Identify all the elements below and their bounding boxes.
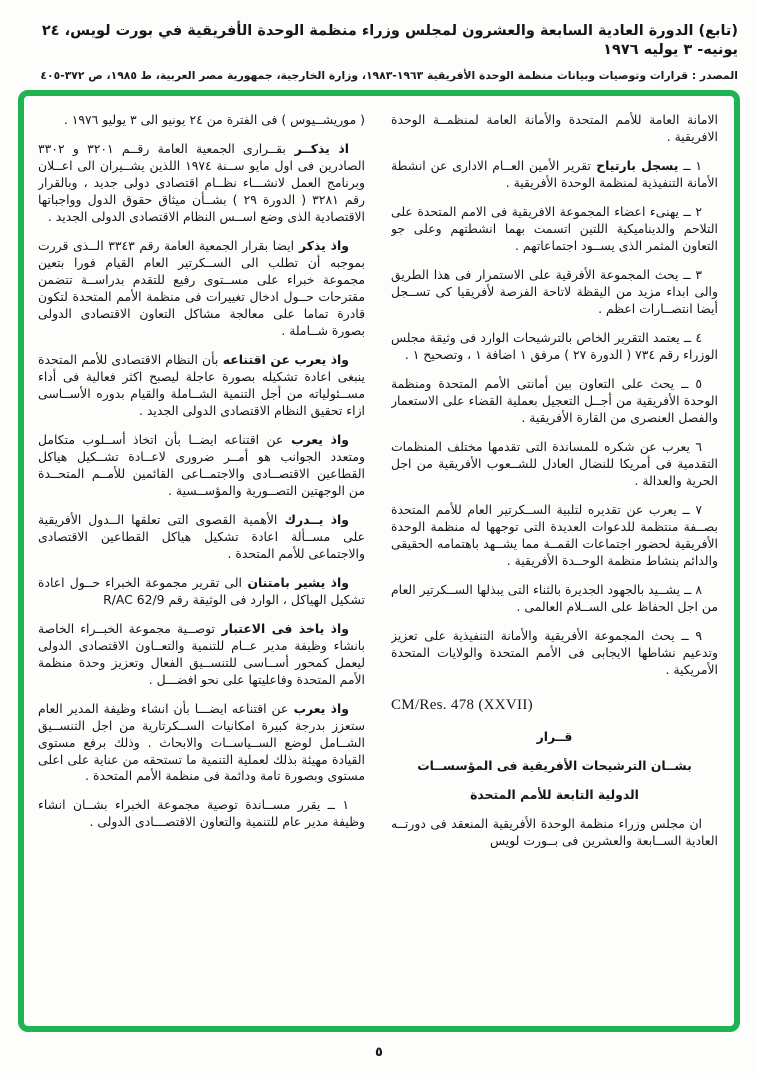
two-column-body bbox=[38, 112, 718, 1018]
paragraph: بشــان الترشيحات الأفريقية فى المؤسســات bbox=[417, 758, 692, 774]
paragraph: ١ ــ يقرر مســاندة توصية مجموعة الخبراء بشــان انشاء وظيفة مدير عام للتنمية والتعاون الاقتصـــادى الدولى . bbox=[38, 797, 365, 830]
page-header bbox=[20, 22, 738, 82]
paragraph: واذ يعربعن اقتناعه ايضــا بأن اتخاذ أســلوب متكامل ومتعدد الجوانب هو أمــر ضرورى لاعــادة تشــكيل هياكل القطاعين الاقتصــادى والاجتمــاعى القائمين للأمــم المتحــدة من الوجهتين التصــورية والمؤســسية . bbox=[38, 431, 365, 498]
paragraph: واذ يعرب عن اقتناعهبأن النظام الاقتصادى للأمم المتحدة ينبغى اعادة تشكيله بصورة عاجلة ليصبح اكثر فعالية فى أداء مســئولياته من أجل التنمية الشــاملة والقيام بدوره الأســاسى ازاء تحقيق النظام الاقتصادى الدولى الجديد . bbox=[38, 351, 365, 418]
paragraph: ١ ــيسجل بارتياحتقرير الأمين العــام الادارى عن انشطة الأمانة التنفيذية لمنظمة الوحدة الأفريقية . bbox=[391, 157, 718, 190]
paragraph: واذ يذكرايضا بقرار الجمعية العامة رقم ٣٣٤٣ الــذى قررت بموجبه أن تطلب الى الســكرتير العام القيام فورا بتعين مجموعة خبراء على مســتوى رفيع للتقدم بدراســة تتضمن مقترحات حــول ادخال تغييرات فى منظمة الأمم المتحدة لتكون قادرة تماما على معالجة مشاكل التعاون الاقتصادى الدولى بصورة شــاملة . bbox=[38, 237, 365, 338]
paragraph: ٣ ــ يحث المجموعة الأفرقية على الاستمرار فى هذا الطريق والى ابداء مزيد من اليقظة لاتاحة الفرصة لأفريقيا كى تســجل أيضا انتصــارات اعظم . bbox=[391, 266, 718, 316]
paragraph: قــرار bbox=[536, 729, 573, 745]
paragraph: الدولية التابعة للأمم المتحدة bbox=[470, 787, 639, 803]
page-number: ٥ bbox=[375, 1045, 383, 1060]
header-title: (تابع) الدورة العادية السابعة والعشرون لمجلس وزراء منظمة الوحدة الأفريقية في بورت لويس، ٢٤ يونيه- ٣ يوليه ١٩٧٦ bbox=[41, 23, 738, 58]
paragraph: واذ ياخذ فى الاعتبارتوصــية مجموعة الخبــراء الخاصة بانشاء وظيفة مدير عــام للتنمية والتعــاون الاقتصادى الدولى ليعمل كمحور أســاسى للتنســيق الفعال وتعزيز وحدة منظمة الأمم المتحدة وفاعليتها على نحو افضـــل . bbox=[38, 620, 365, 687]
paragraph: اذ يذكــربقــرارى الجمعية العامة رقــم ٣٢٠١ و ٣٣٠٢ الصادرين فى اول مايو ســنة ١٩٧٤ اللذين يشــيران الى اعــلان وبرنامج العمل لانشـــاء نظــام اقتصادى دولى جديد ، وبالقرار رقم ٣٢٨١ ( الدورة ٢٩ ) بشــأن ميثاق حقوق الدول وواجباتها الاقتصادية الذى وضع اســس النظام الاقتصادى الدولى الجديد . bbox=[38, 140, 365, 224]
paragraph: الامانة العامة للأمم المتحدة والأمانة العامة لمنظمــة الوحدة الافريقية . bbox=[391, 112, 718, 144]
paragraph: ( موريشــيوس ) فى الفترة من ٢٤ يونيو الى ٣ يوليو ١٩٧٦ . bbox=[63, 112, 365, 127]
paragraph: واذ يــدركالأهمية القصوى التى تعلقها الــدول الأفريقية على مســألة اعادة تشكيل هياكل القطاعين الاقتصادى والاجتماعى للأمم المتحدة . bbox=[38, 511, 365, 561]
paragraph: واذ يعربعن اقتناعه ايضـــا بأن انشاء وظيفة المدير العام ستعزز بدرجة كبيرة امكانيات الســكرتارية من اجل التنســيق الشــامل لوضع الســياســات والابحاث . وذلك برفع مستوى القيادة مهيئة بذلك لعملية التنمية ما تستحقه من عناية على اعلى مستوى وبصورة تامة ودائمة فى منظمة الأمم المتحدة . bbox=[38, 700, 365, 784]
paragraph: ٧ ــ يعرب عن تقديره لتلبية الســكرتير العام للأمم المتحدة بصــفة منتظمة للدعوات العديدة التى توجهها له منظمة الوحدة الأفريقية لحضور اجتماعات القمــة مما يشــهد باهتمامه الحقيقى والدائم بنشاط منظمة الوحــدة الأفريقية . bbox=[391, 501, 718, 568]
paragraph: ٤ ــ يعتمد التقرير الخاص بالترشيحات الوارد فى وثيقة مجلس الوزراء رقم ٧٣٤ ( الدورة ٢٧ ) مرفق ١ اضافة ١ ، وتصحيح ١ . bbox=[391, 329, 718, 362]
paragraph: ٨ ــ يشــيد بالجهود الجديرة بالثناء التى يبذلها الســكرتير العام من اجل الحفاظ على الســلام العالمى . bbox=[391, 581, 718, 614]
paragraph: ٢ ــ يهنىء اعضاء المجموعة الافريقية فى الامم المتحدة على التلاحم والديناميكية اللتين اتسمت بهما انشطتهم وعلى جو التعاون المثمر الذى يســود اجتماعاتهم . bbox=[391, 203, 718, 253]
paragraph: CM/Res. 478 (XXVII) bbox=[391, 696, 533, 713]
paragraph: ٦ يعرب عن شكره للمساندة التى تقدمها مختلف المنظمات التقدمية فى أمريكا للنضال العادل للشــعوب الأفريقية من اجل الحرية والعدالة . bbox=[391, 438, 718, 488]
paragraph: ٥ ــ يحث على التعاون بين أمانتى الأمم المتحدة ومنظمة الوحدة الأفريقية من أجــل التعجيل بعملية القضاء على الاستعمار والفصل العنصرى من القارة الأفريقية . bbox=[391, 375, 718, 425]
green-annotation-frame bbox=[18, 90, 740, 1032]
left-column bbox=[38, 112, 365, 1018]
paragraph: واذ يشير بامتنانالى تقرير مجموعة الخبراء حــول اعادة تشكيل الهياكل ، الوارد فى الوثيقة رقم R/AC 62/9 bbox=[38, 574, 365, 607]
paragraph: ٩ ــ يحث المجموعة الأفريقية والأمانة التنفيذية على تعزيز وتدعيم نشاطها الايجابى فى الأمم المتحدة والولايات المتحدة الأمريكية . bbox=[391, 627, 718, 677]
header-source: المصدر : قرارات وتوصيات وبيانات منظمة الوحدة الأفريقية ١٩٦٣-١٩٨٣، وزارة الخارجية، جمهورية مصر العربية، ط ١٩٨٥، ص ٣٧٢-٤٠٥ bbox=[40, 68, 738, 82]
right-column bbox=[391, 112, 718, 1018]
paragraph: ان مجلس وزراء منظمة الوحدة الأفريقية المنعقد فى دورتــه العادية الســابعة والعشرين فى بــورت لويس bbox=[391, 816, 718, 849]
